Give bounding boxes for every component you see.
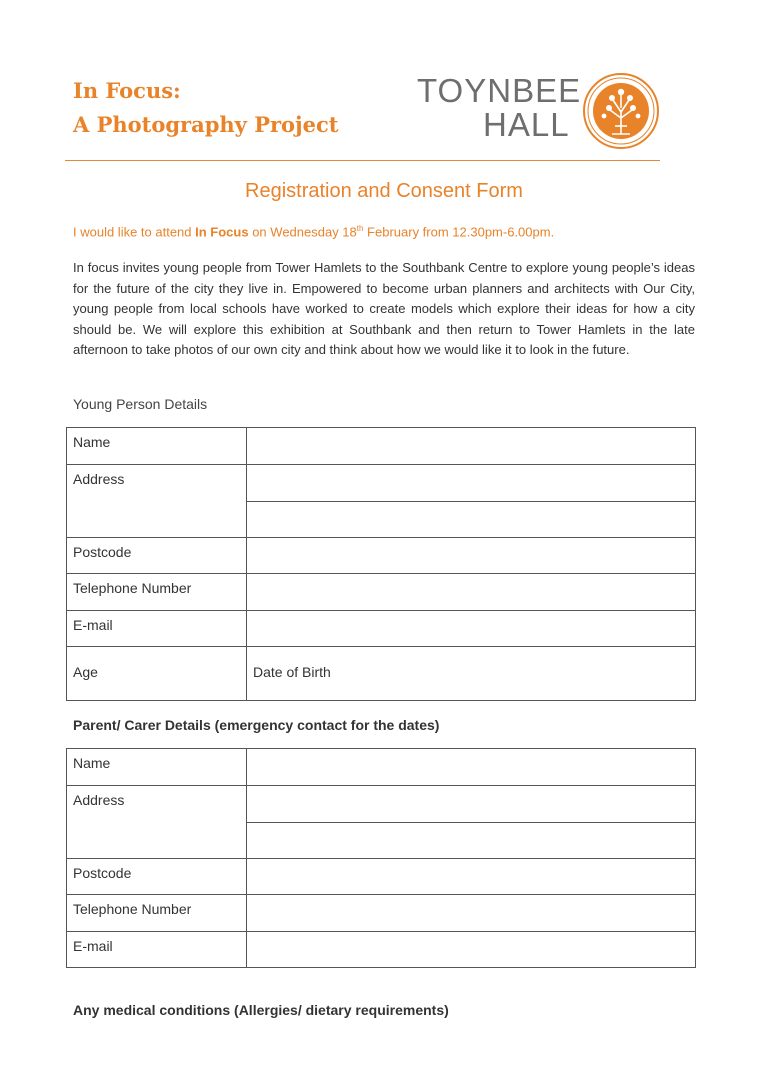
yp-address-line-1-field[interactable] — [247, 465, 695, 501]
logo-line-1: TOYNBEE — [417, 72, 582, 109]
parent-table — [66, 748, 696, 968]
pc-address-row — [67, 786, 696, 859]
yp-telephone-label: Telephone Number — [67, 574, 247, 611]
yp-postcode-label: Postcode — [67, 538, 247, 574]
medical-heading: Any medical conditions (Allergies/ dietary requirements) — [73, 1002, 449, 1018]
form-title: Registration and Consent Form — [245, 180, 523, 202]
yp-email-label: E-mail — [67, 611, 247, 647]
attend-ordinal: th — [356, 224, 364, 233]
pc-postcode-label: Postcode — [67, 859, 247, 895]
yp-email-row — [67, 611, 696, 647]
yp-dob-field[interactable] — [247, 647, 696, 701]
yp-name-field[interactable] — [247, 428, 696, 465]
pc-postcode-field[interactable] — [247, 859, 696, 895]
toynbee-hall-seal-icon — [582, 72, 660, 150]
yp-name-label: Name — [67, 428, 247, 465]
yp-dob-label: Date of Birth — [253, 664, 331, 680]
young-person-table — [66, 427, 696, 701]
pc-postcode-row — [67, 859, 696, 895]
pc-address-label: Address — [67, 786, 247, 859]
yp-age-field[interactable] — [67, 647, 247, 701]
yp-address-row — [67, 465, 696, 538]
yp-telephone-row — [67, 574, 696, 611]
attend-middle: on Wednesday 18 — [248, 224, 357, 240]
document-title — [73, 74, 339, 142]
yp-name-row — [67, 428, 696, 465]
yp-email-field[interactable] — [247, 611, 696, 647]
attend-suffix: February from 12.30pm-6.00pm. — [363, 224, 555, 240]
pc-email-row — [67, 932, 696, 968]
yp-age-label: Age — [73, 664, 98, 680]
yp-telephone-field[interactable] — [247, 574, 696, 611]
pc-name-label: Name — [67, 749, 247, 786]
parent-heading: Parent/ Carer Details (emergency contact for the dates) — [73, 717, 440, 733]
pc-telephone-label: Telephone Number — [67, 895, 247, 932]
attend-prefix: I would like to attend — [73, 224, 196, 240]
pc-address-line-2-field[interactable] — [247, 822, 695, 858]
pc-telephone-field[interactable] — [247, 895, 696, 932]
yp-address-line-2-field[interactable] — [247, 501, 695, 537]
attend-statement — [73, 224, 554, 239]
pc-name-field[interactable] — [247, 749, 696, 786]
title-line-2: A Photography Project — [73, 112, 339, 137]
yp-postcode-field[interactable] — [247, 538, 696, 574]
title-line-1: In Focus: — [73, 78, 181, 103]
young-person-heading: Young Person Details — [73, 396, 208, 412]
header-divider — [65, 160, 660, 161]
yp-address-cell — [247, 465, 696, 538]
pc-email-label: E-mail — [67, 932, 247, 968]
pc-address-line-1-field[interactable] — [247, 786, 695, 822]
pc-email-field[interactable] — [247, 932, 696, 968]
pc-address-cell — [247, 786, 696, 859]
intro-paragraph: In focus invites young people from Tower Hamlets to the Southbank Centre to explore young people’s ideas for the future of the city they live in. Empowered to become urban planners and architects with Our City, young people from local schools have worked to create models which explore their ideas for how a city should be. We will explore this exhibition at Southbank and then return to Tower Hamlets in the late afternoon to take photos of our own city and think about how we would like it to look in the future. — [73, 260, 695, 357]
yp-postcode-row — [67, 538, 696, 574]
yp-age-row — [67, 647, 696, 701]
pc-telephone-row — [67, 895, 696, 932]
attend-event-name: In Focus — [195, 224, 249, 240]
logo-line-2: HALL — [483, 106, 570, 143]
yp-address-label: Address — [67, 465, 247, 538]
pc-name-row — [67, 749, 696, 786]
